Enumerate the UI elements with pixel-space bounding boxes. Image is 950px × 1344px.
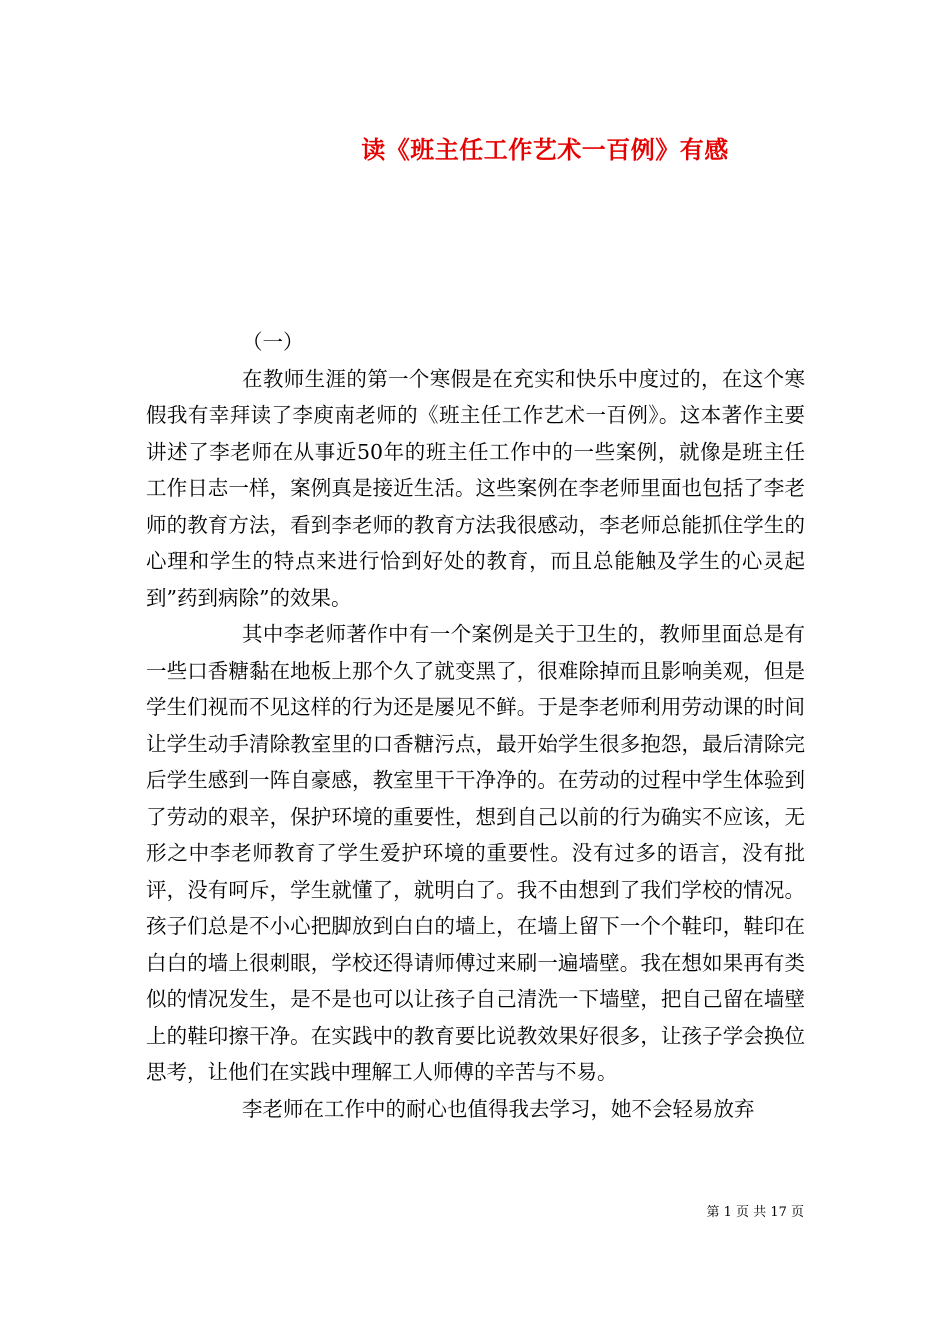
page-footer: 第 1 页 共 17 页 — [706, 1205, 804, 1220]
document-title: 读《班主任工作艺术一百例》有感 — [361, 135, 729, 164]
document-body — [146, 324, 805, 1127]
paragraph-1: 在教师生涯的第一个寒假是在充实和快乐中度过的，在这个寒假我有幸拜读了李庾南老师的《班主任工作艺术一百例》。这本著作主要讲述了李老师在从事近50年的班主任工作中的一些案例，就像是班主任工作日志一样，案例真是接近生活。这些案例在李老师里面也包括了李老师的教育方法，看到李老师的教育方法我很感动，李老师总能抓住学生的心理和学生的特点来进行恰到好处的教育，而且总能触及学生的心灵起到”药到病除”的效果。 — [146, 366, 805, 610]
section-label: （一） — [242, 330, 304, 354]
paragraph-3: 李老师在工作中的耐心也值得我去学习，她不会轻易放弃 — [242, 1096, 755, 1121]
paragraph-2: 其中李老师著作中有一个案例是关于卫生的，教师里面总是有一些口香糖黏在地板上那个久了就变黑了，很难除掉而且影响美观，但是学生们视而不见这样的行为还是屡见不鲜。于是李老师利用劳动课的时间让学生动手清除教室里的口香糖污点，最开始学生很多抱怨，最后清除完后学生感到一阵自豪感，教室里干干净净的。在劳动的过程中学生体验到了劳动的艰辛，保护环境的重要性，想到自己以前的行为确实不应该，无形之中李老师教育了学生爱护环境的重要性。没有过多的语言，没有批评，没有呵斥，学生就懂了，就明白了。我不由想到了我们学校的情况。孩子们总是不小心把脚放到白白的墙上，在墙上留下一个个鞋印，鞋印在白白的墙上很刺眼，学校还得请师傅过来刷一遍墙壁。我在想如果再有类似的情况发生，是不是也可以让孩子自己清洗一下墙壁，把自己留在墙壁上的鞋印擦干净。在实践中的教育要比说教效果好很多，让孩子学会换位思考，让他们在实践中理解工人师傅的辛苦与不易。 — [146, 622, 805, 1084]
